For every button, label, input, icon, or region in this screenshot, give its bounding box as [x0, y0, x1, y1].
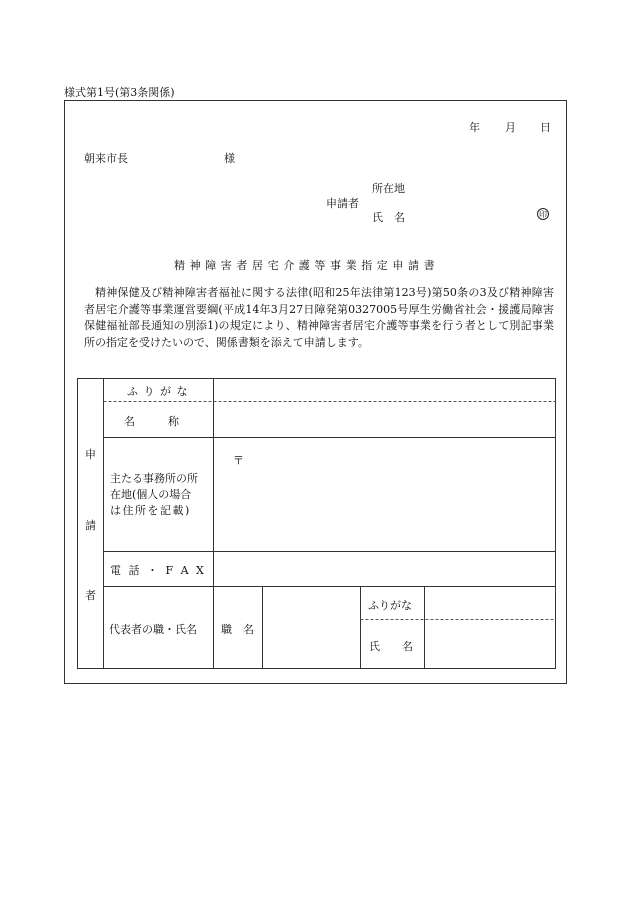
- side-label-char-3: 者: [85, 589, 96, 602]
- date-month-label: 月: [505, 121, 516, 134]
- side-label-char-2: 請: [85, 519, 96, 532]
- address-field[interactable]: [214, 438, 555, 551]
- application-body-text: 精神保健及び精神障害者福祉に関する法律(昭和25年法律第123号)第50条の3及び精神障害者居宅介護等事業運営要綱(平成14年3月27日障発第0327005号厚生労働省社会・援護局障害保健福祉部長通知の別添1)の規定により、精神障害者居宅介護等事業を行う者として別記事業所の指定を受けたいので、関係書類を添えて申請します。: [84, 286, 554, 349]
- rep-name-label: 氏 名: [369, 640, 413, 653]
- address-label-line-2: 在地(個人の場合: [110, 488, 192, 501]
- applicant-address-label: 所在地: [372, 182, 405, 195]
- applicant-label: 申請者: [326, 197, 359, 210]
- date-year-label: 年: [469, 121, 480, 134]
- addressee-honorific: 様: [224, 152, 235, 165]
- addressee-name: 朝来市長: [84, 152, 128, 165]
- document-title: 精神障害者居宅介護等事業指定申請書: [174, 259, 440, 272]
- form-number-label: 様式第1号(第3条関係): [64, 86, 175, 99]
- facility-name-label: 名 称: [124, 415, 179, 428]
- position-label: 職 名: [221, 623, 254, 636]
- address-label-line-3: は住所を記載): [110, 504, 191, 517]
- representative-label: 代表者の職・氏名: [109, 623, 197, 636]
- address-label-line-1: 主たる事務所の所: [110, 472, 198, 485]
- phone-fax-label: 電 話 ・ F A X: [110, 564, 206, 577]
- furigana-field[interactable]: [214, 379, 555, 401]
- position-field[interactable]: [263, 587, 360, 668]
- date-day-label: 日: [540, 121, 551, 134]
- seal-mark: 印: [539, 210, 547, 219]
- rep-furigana-label: ふりがな: [368, 599, 412, 612]
- phone-fax-field[interactable]: [214, 552, 555, 586]
- facility-name-field[interactable]: [214, 402, 555, 437]
- rep-furigana-field[interactable]: [425, 587, 555, 619]
- postal-mark: 〒: [233, 454, 244, 467]
- applicant-name-label: 氏 名: [372, 211, 405, 224]
- side-label-char-1: 申: [85, 448, 96, 461]
- rep-name-field[interactable]: [425, 620, 555, 668]
- furigana-label: ふ り が な: [127, 385, 189, 398]
